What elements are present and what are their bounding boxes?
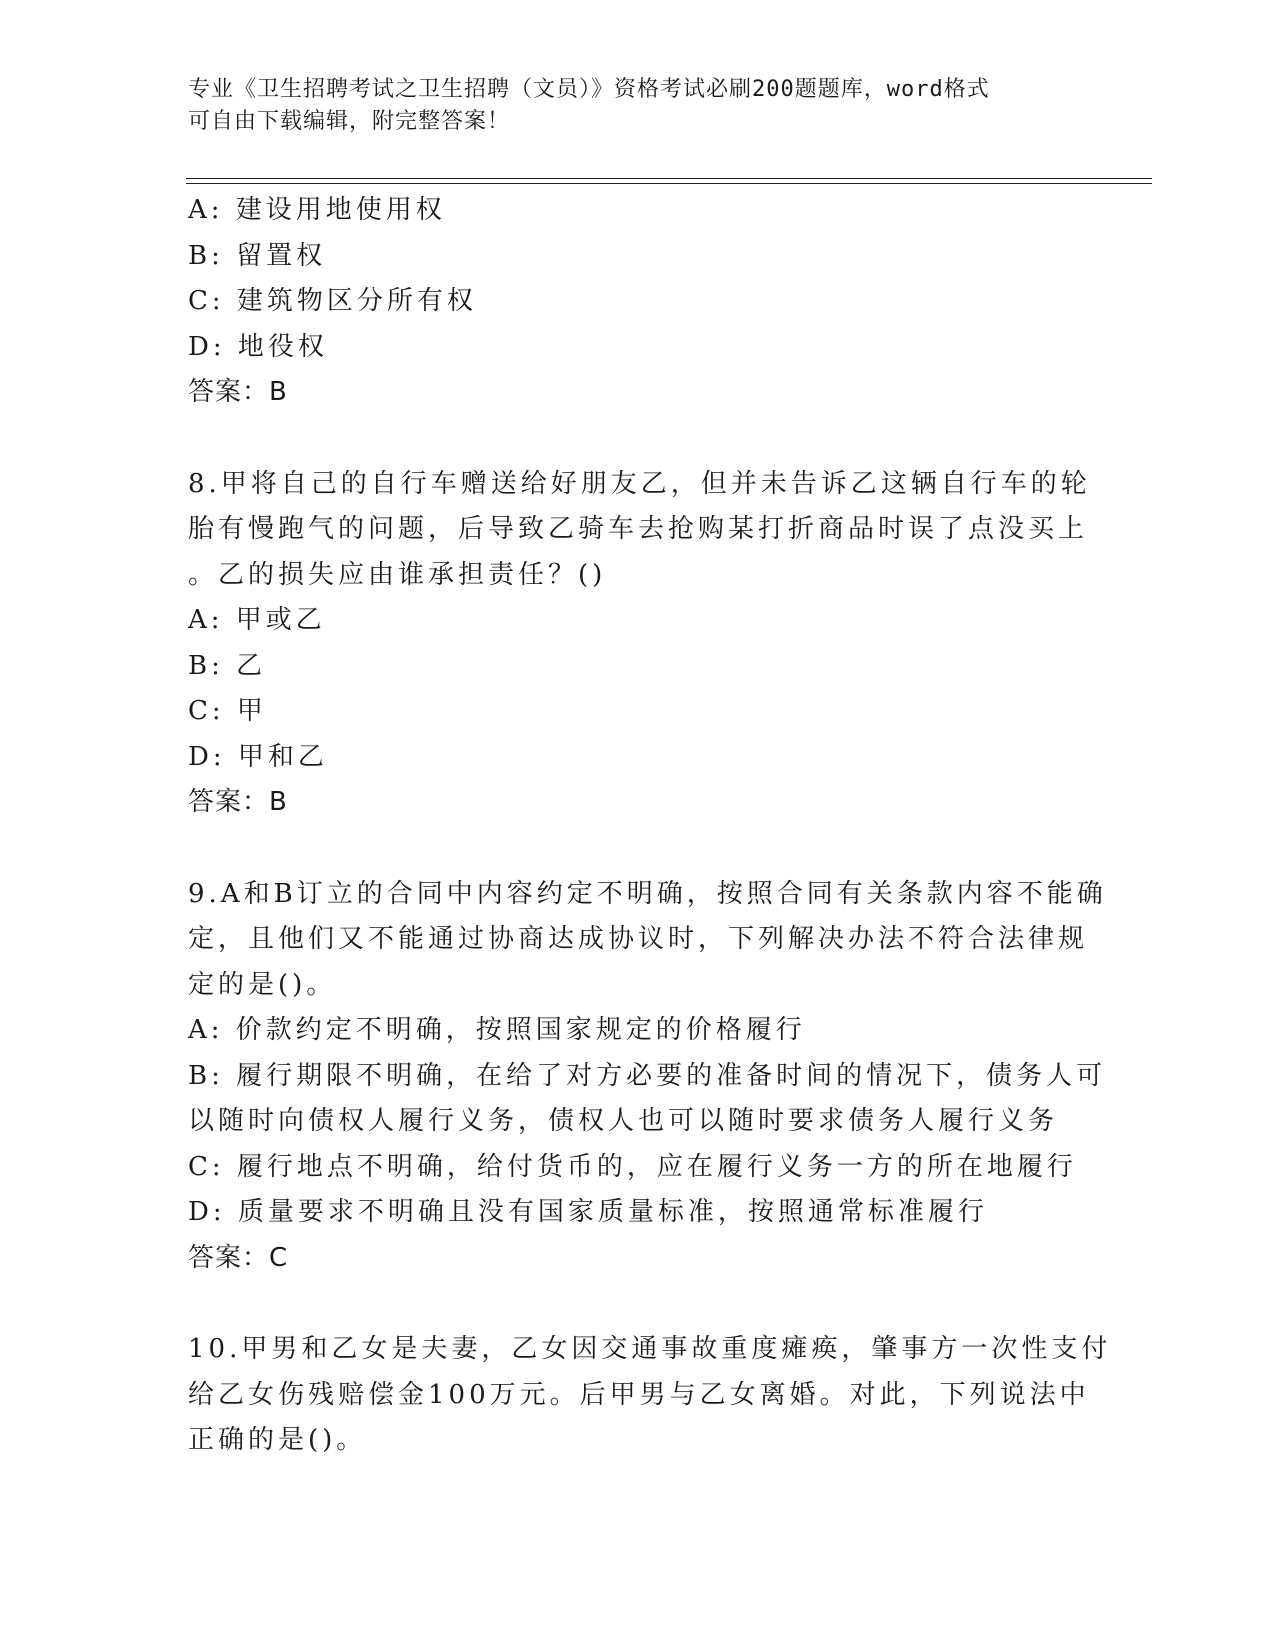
- question-block-8: [188, 462, 1091, 826]
- option-a: A: 甲或乙: [188, 605, 326, 635]
- option-b: B: 履行期限不明确，在给了对方必要的准备时间的情况下，债务人可: [188, 1060, 1107, 1091]
- option-d: D: 甲和乙: [188, 741, 328, 772]
- question-text-line: 胎有慢跑气的问题，后导致乙骑车去抢购某打折商品时误了点没买上: [188, 514, 1089, 544]
- option-b: B: 留置权: [188, 240, 327, 271]
- header-line-1: 专业《卫生招聘考试之卫生招聘（文员）》资格考试必刷200题题库，word格式: [188, 77, 990, 102]
- question-text-line: 正确的是()。: [188, 1425, 367, 1455]
- option-c: C: 建筑物区分所有权: [188, 286, 477, 316]
- header-divider-top: [186, 178, 1152, 179]
- question-text-line: 定的是()。: [188, 969, 337, 1000]
- option-d: D: 地役权: [188, 331, 328, 362]
- answer-line: 答案：B: [188, 377, 288, 407]
- question-text-line: 8.甲将自己的自行车赠送给好朋友乙，但并未告诉乙这辆自行车的轮: [188, 468, 1091, 499]
- answer-line: 答案：C: [188, 1242, 289, 1273]
- question-text-line: 定，且他们又不能通过协商达成协议时，下列解决办法不符合法律规: [188, 924, 1089, 954]
- option-a: A: 建设用地使用权: [188, 195, 446, 225]
- answer-line: 答案：B: [188, 787, 288, 817]
- question-text-line: 10.甲男和乙女是夫妻，乙女因交通事故重度瘫痪，肇事方一次性支付: [188, 1334, 1112, 1364]
- option-d: D: 质量要求不明确且没有国家质量标准，按照通常标准履行: [188, 1197, 988, 1227]
- option-b-continued: 以随时向债权人履行义务，债权人也可以随时要求债务人履行义务: [188, 1106, 1059, 1136]
- question-text-line: 。乙的损失应由谁承担责任？(): [188, 559, 607, 590]
- option-b: B: 乙: [188, 650, 267, 681]
- option-c: C: 履行地点不明确，给付货币的，应在履行义务一方的所在地履行: [188, 1151, 1077, 1182]
- question-block-7: [188, 188, 1088, 416]
- question-text-line: 9.A和B订立的合同中内容约定不明确，按照合同有关条款内容不能确: [188, 878, 1107, 909]
- question-list: [188, 188, 1112, 1464]
- option-c: C: 甲: [188, 696, 267, 726]
- document-header: [188, 74, 1088, 138]
- question-block-10: [188, 1327, 1112, 1464]
- option-a: A: 价款约定不明确，按照国家规定的价格履行: [188, 1015, 806, 1045]
- question-block-9: [188, 872, 1107, 1282]
- header-line-2: 可自由下载编辑，附完整答案！: [188, 109, 511, 134]
- question-text-line: 给乙女伤残赔偿金100万元。后甲男与乙女离婚。对此，下列说法中: [188, 1379, 1090, 1410]
- header-divider-bottom: [186, 183, 1152, 184]
